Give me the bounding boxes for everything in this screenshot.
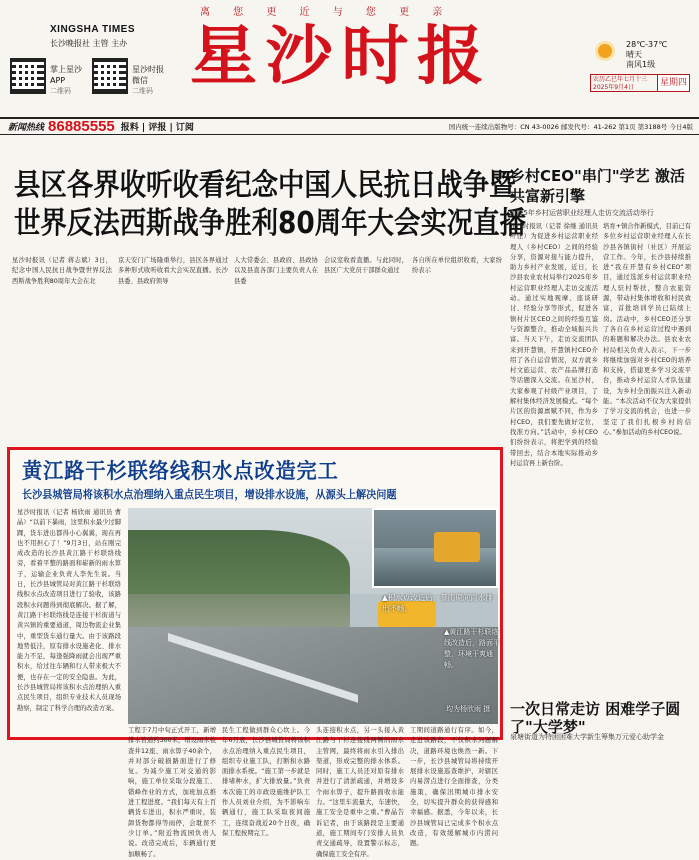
feature-photo[interactable]	[128, 508, 498, 724]
right-col-2: 培育+镇合作新模式，目前已有多位乡村运营职业经理人在长沙县各镇街村（社区）开展运营工作。今年，长沙县持续推进“我在开慧有乡村CEO”项目，通过选派乡村运营职业经理人驻村帮扶，整合农旅资源，带动村集体增收和村民致富，首批培训学员已陆续上岗。活动中，乡村CEO还分享了各自在乡村运营过程中遇到的难题和解决办法。县农业农村局相关负责人表示，下一步将继续加强对乡村CEO的培养和支持，搭建更多学习交流平台，推动乡村运营人才队伍建设，为乡村全面振兴注入新动能。“本次活动不仅为大家提供了学习交流的机会，也进一步坚定了我们扎根乡村的信心。”参加活动的乡村CEO说。	[603, 223, 691, 436]
lead-col-1: 星沙时报讯（记者 蒋志斌）3日，纪念中国人民抗日战争暨世界反法西斯战争胜利80周年大会在北	[12, 257, 112, 285]
masthead-title: 星沙时报	[190, 19, 493, 94]
qr-scan-wechat: 二维码	[132, 87, 153, 95]
feature-col-5: 工期间道路通行有序。如今，走进该路段，不仅积水问题解决，道路环境也焕然一新。下一步，长沙县城管局将持续开展排水设施巡查维护，对辖区内易涝点进行全面排查，分类施策，确保汛期城市排水安全，切实提升群众的获得感和幸福感。据悉，今年以来，长沙县城管局已完成多个积水点改造，有效缓解城市内涝问题。	[410, 727, 498, 848]
qr-text-wechat	[132, 64, 164, 97]
inset-van	[434, 532, 480, 562]
qr-code-app[interactable]	[10, 58, 46, 94]
qr-scan-app: 二维码	[50, 87, 71, 95]
lead-col-5: 各自所在单位组织收看，大家纷纷表示	[412, 257, 502, 275]
lead-headline-line2[interactable]: 世界反法西斯战争胜利80周年大会实况直播	[14, 206, 526, 241]
photo-caption-2: ▲黄江路干杉联络线改造后，路面平整，环境干爽通畅。	[444, 628, 500, 669]
publication-info: 国内统一连续出版物号：CN 43-0026 邮发代号：41-262 第1页 第3188号 今日4版	[448, 123, 693, 131]
qr-title-app: 掌上星沙	[50, 65, 82, 74]
gregorian-date: 2025年9月4日	[593, 84, 634, 91]
qr-text-app	[50, 64, 82, 97]
weather-wind: 南风1级	[626, 60, 656, 69]
photo-credit: 均为杨欣雨 摄	[446, 705, 491, 713]
photo-caption-1: ▲积水点改造后，暴雨期间雨水排出不畅。	[382, 593, 493, 613]
feature-headline[interactable]: 黄江路干杉联络线积水点改造完工	[22, 459, 339, 483]
qr-code-wechat[interactable]	[92, 58, 128, 94]
lead-col-4: 会议室收看直播。与此同时，县区广大党员干部群众通过	[324, 257, 408, 275]
weather-cond: 晴天	[626, 50, 642, 59]
hotline-links[interactable]: 报料 | 评报 | 订阅	[120, 123, 194, 133]
feature-col-1: 星沙时报讯（记者 杨欣雨 通讯员 曹晶）“以前下暴雨，这里积水最少过脚踝，货车进出都得小心翼翼，现在再也不用担心了！”9月3日，站在刚完成改造的长沙县黄江路干杉联络线旁，看着平整的路面和崭新的雨水箅子，运输企业负责人李先生说。当日，长沙县城管局对黄江路干杉联络线积水点改造项目进行了验收，该路段积水问题得到彻底解决。据了解，黄江路干杉联络线是连接干杉街道与黄兴镇的重要通道，周边物流企业集中，重型货车通行量大。由于该路段地势低洼，原有排水设施老化、排水能力不足，每逢强降雨就会出现严重积水，给过往车辆和行人带来极大不便，也存在一定的安全隐患。为此，长沙县城管局将该积水点治理纳入重点民生项目，组织专业技术人员现场勘察，制定了科学合理的改造方案。	[17, 509, 122, 712]
english-name: XINGSHA TIMES	[50, 24, 136, 35]
lead-col-3: 人大常委会、县政府、县政协以及县直各部门主要负责人在县委	[234, 257, 318, 285]
right-col-1: 星沙时报讯（记者 徐继 通讯员 叶佳）为促进乡村运营职业经理人（乡村CEO）之间的经验分享，资源对接与能力提升，助力乡村产业发展，近日，长沙县农业农村局举行2025年乡村运营职业经理人走访交流活动。通过实地观摩、座谈研讨、经验分享等形式，促进各镇村片区CEO之间的经验互鉴与资源整合，推动全域振兴共富。当天下午，走访交流团队来到开慧镇，开慧镇村CEO介绍了各自运营情况，双方就乡村文旅运营、农产品品牌打造等话题深入交流。在星沙村，大家参观了村级产业项目，了解村集体经济发展模式。“每个片区的资源禀赋不同，作为乡村CEO，我们要先做好定位，找准方向。”活动中，乡村CEO们纷纷表示，将把学到的经验带回去，结合本地实际推动乡村运营再上新台阶。	[510, 223, 598, 467]
feature-col-3: 民生工程做到群众心坎上。今年6月底，长沙县城管局将该积水点治理纳入重点民生项目，组织专业施工队，打断积水路面排水系统。“施工第一步就是排堵种水，扩大排放量。”负责本次施工的市政设施维护队工作人员刘业介绍，为不影响车辆通行，施工队采取夜间施工，连续奋战近20个日夜，确保工程按期完工。	[222, 727, 310, 837]
feature-subheadline: 长沙县城管局将该积水点治理纳入重点民生项目，增设排水设施，从源头上解决问题	[22, 488, 397, 501]
bottom-right-headline[interactable]: 一次日常走访 困难学子圆了"大学梦"	[510, 700, 681, 736]
feature-col-2: 工程于7月中旬正式开工，新增排水管道约300米，增设雨水检查井12座、雨水箅子40余个，并对部分破损路面进行了修复。为减少施工对交通的影响，施工单位采取分段施工、错峰作业的方式，加班加点推进工程进度。“我们每天有上百辆货车进出，积水严重时，装卸货物都得等雨停，会耽误不少订单。”附近物流园负责人说。改造完成后，车辆通行更加顺畅了。	[128, 727, 216, 858]
inset-photo[interactable]	[372, 508, 498, 588]
weather-temp: 28℃-37℃	[626, 40, 668, 49]
hotline-label: 新闻热线	[8, 123, 45, 133]
lead-col-2: 京天安门广场隆重举行，县区各界通过多种形式收听收看大会实况直播。长沙县委、县政府领导	[118, 257, 228, 285]
qr-subtitle-app: APP	[50, 76, 66, 85]
hotline-bar	[0, 117, 699, 135]
bottom-right-subheadline: 泉塘街道为特困困难大学新生筹集万元爱心助学金	[510, 733, 664, 741]
qr-title-wechat: 星沙时报	[132, 65, 164, 74]
sun-icon	[598, 44, 612, 58]
lead-headline-line1[interactable]: 县区各界收听收看纪念中国人民抗日战争暨	[14, 168, 516, 203]
feature-col-4: 头连接积水点，另一头接入黄江路与干杉连接线两侧的雨水主管网，最终将雨水引入排出渠道，形成完整的排水体系。同时，施工人员还对原有排水井进行了清淤疏通，并增设多个雨水箅子，提升路面收水能力。“这里车流量大，车速快，施工安全是重中之重。”曹晶告诉记者，由于该路段是主要通道，施工期间专门安排人员负责交通疏导，设置警示标志，确保施工安全有序。	[316, 727, 404, 858]
lunar-date: 农历乙巳年七月十三	[593, 76, 648, 83]
hotline-number[interactable]: 86885555	[48, 118, 115, 135]
publisher-line: 长沙晚报社 主管 主办	[50, 39, 128, 48]
weather-panel	[626, 40, 667, 70]
masthead-slogan: 离 您 更 近 与 您 更 亲	[200, 7, 453, 18]
right-headline[interactable]: 乡村CEO"串门"学艺 激活共富新引擎	[510, 167, 685, 205]
weekday: 星期四	[657, 75, 689, 91]
right-subheadline: 2025年乡村运营职业经理人走访交流活动举行	[510, 209, 654, 217]
date-text	[591, 75, 657, 91]
date-box	[590, 74, 690, 92]
qr-subtitle-wechat: 微信	[132, 76, 148, 85]
